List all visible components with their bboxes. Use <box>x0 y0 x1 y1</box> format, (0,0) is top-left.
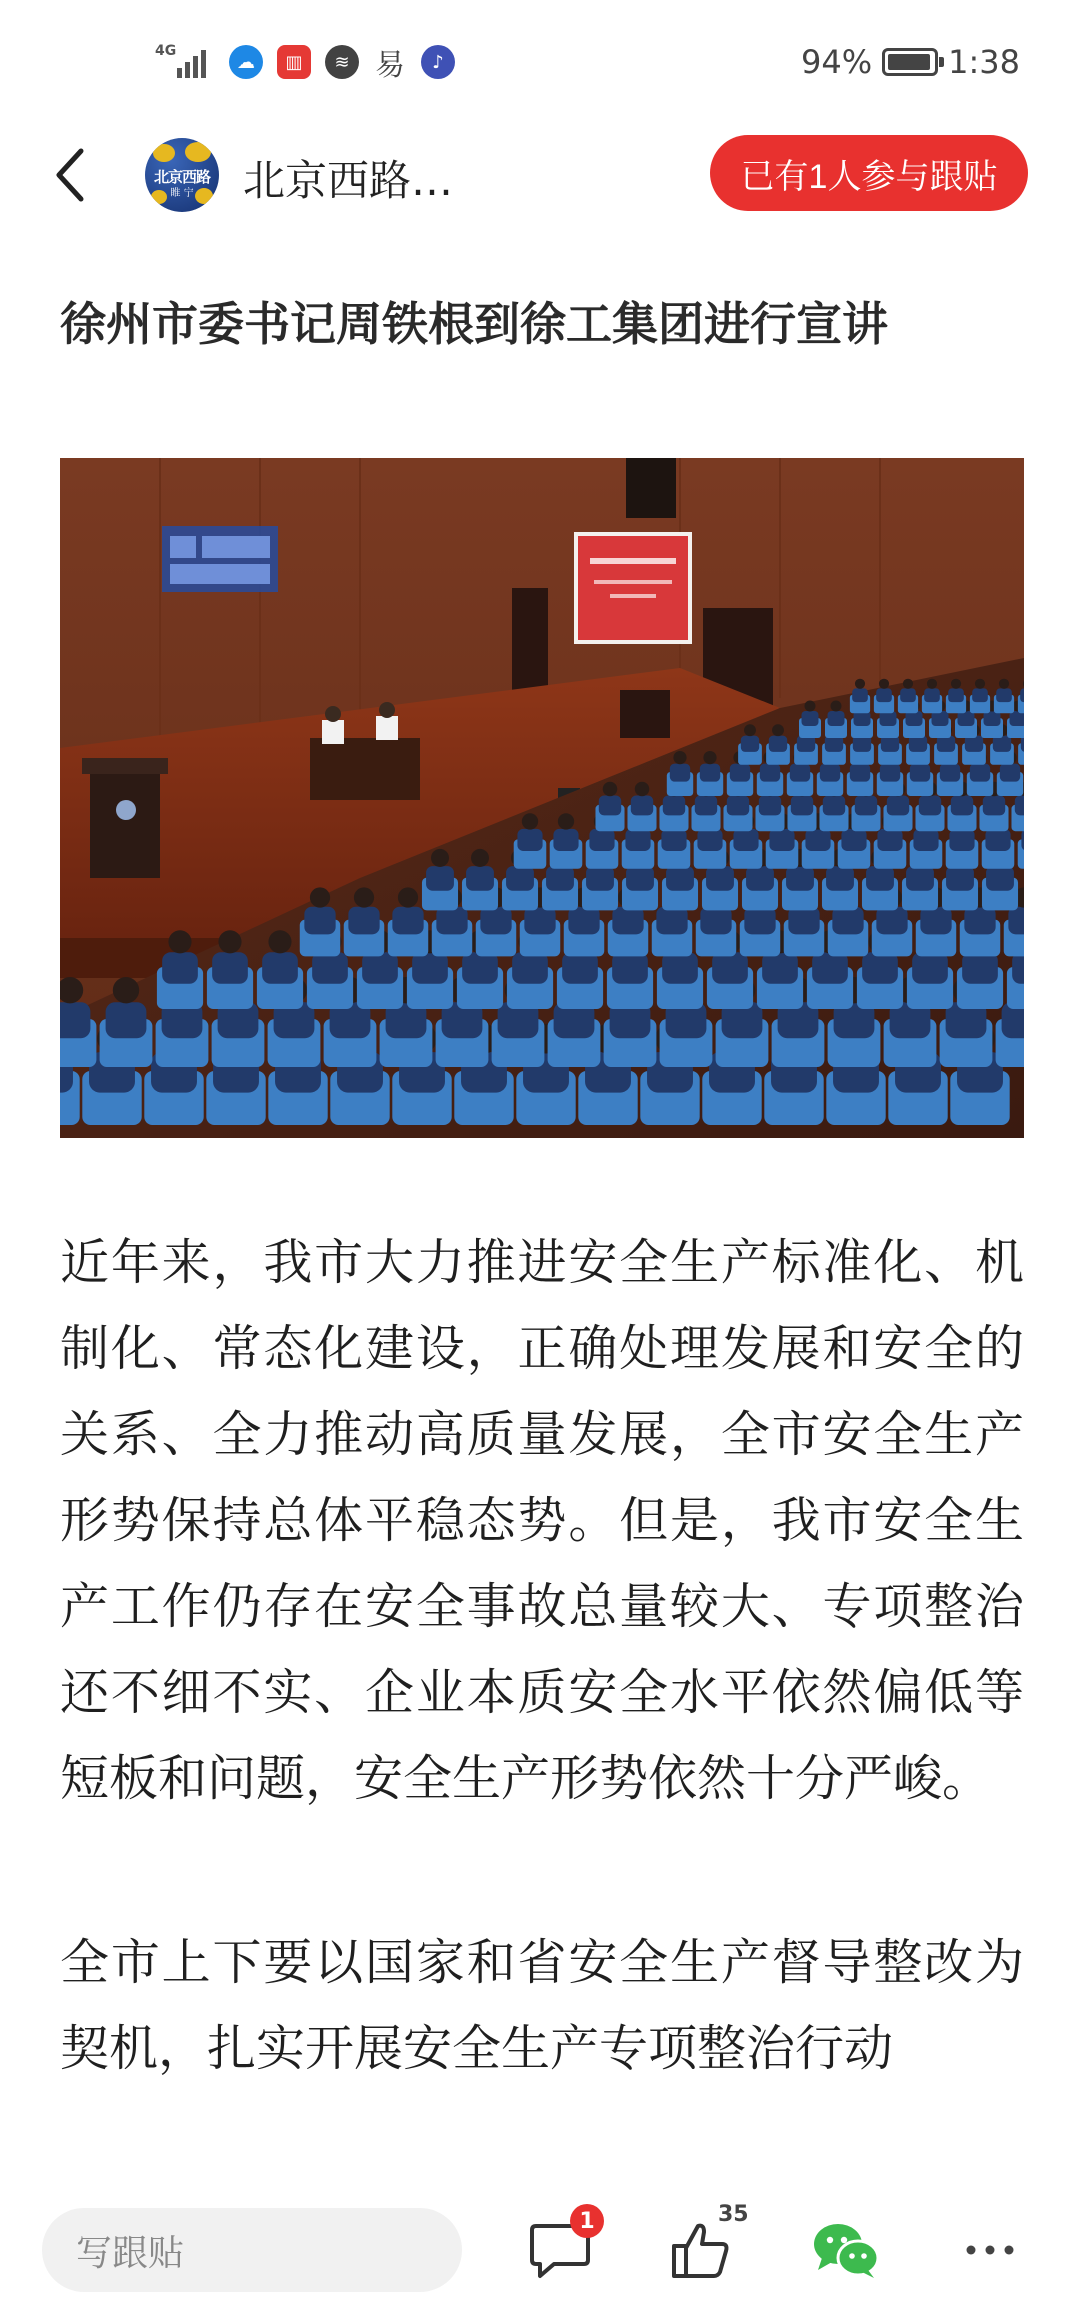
yi-app-icon: 易 <box>375 48 405 83</box>
more-options-button[interactable] <box>950 2210 1030 2290</box>
wechat-share-button[interactable] <box>806 2210 886 2290</box>
network-type: 4G <box>155 43 177 59</box>
article-body <box>60 1220 1024 2190</box>
clock: 1:38 <box>948 43 1020 81</box>
back-button[interactable] <box>40 140 100 210</box>
article-paragraph: 近年来，我市大力推进安全生产标准化、机制化、常态化建设，正确处理发展和安全的关系、全力推动高质量发展，全市安全生产形势保持总体平稳态势。但是，我市安全生产工作仍存在安全事故总量较大、专项整治还不细不实、企业本质安全水平依然偏低等短板和问题，安全生产形势依然十分严峻。 <box>60 1234 1024 1807</box>
status-left <box>155 40 455 84</box>
like-button[interactable] <box>660 2202 749 2290</box>
comments-button[interactable] <box>520 2210 600 2290</box>
join-thread-button[interactable]: 已有1人参与跟贴 <box>710 135 1028 211</box>
article-title: 徐州市委书记周铁根到徐工集团进行宣讲 <box>60 297 888 351</box>
wechat-icon <box>810 2218 882 2282</box>
nav-bar <box>0 120 1080 230</box>
avatar-text: 北京西路 <box>153 168 210 186</box>
avatar-subtext: 睢 宁 <box>170 188 194 199</box>
chevron-left-icon <box>53 147 87 203</box>
write-reply-input[interactable]: 写跟贴 <box>42 2208 462 2292</box>
thumbs-up-icon <box>668 2218 732 2282</box>
like-count: 35 <box>718 2202 749 2227</box>
channel-avatar[interactable] <box>145 138 219 212</box>
battery-percent: 94% <box>801 43 873 81</box>
auditorium-photo <box>60 458 1024 1138</box>
book-app-icon: ▥ <box>277 45 311 79</box>
comment-count-badge: 1 <box>570 2204 604 2238</box>
battery-icon <box>882 48 938 76</box>
status-bar <box>0 0 1080 120</box>
music-app-icon: ♪ <box>421 45 455 79</box>
signal-icon <box>155 42 215 82</box>
status-right <box>801 40 1020 84</box>
more-icon <box>965 2244 1015 2256</box>
battery-fill <box>888 54 929 70</box>
article-image[interactable] <box>60 458 1024 1138</box>
bottom-toolbar <box>0 2180 1080 2310</box>
article-paragraph: 全市上下要以国家和省安全生产督导整改为契机，扎实开展安全生产专项整治行动 <box>60 1934 1024 2077</box>
cloud-app-icon: ☁ <box>229 45 263 79</box>
channel-name[interactable]: 北京西路… <box>243 156 454 205</box>
audio-app-icon: ≋ <box>325 45 359 79</box>
